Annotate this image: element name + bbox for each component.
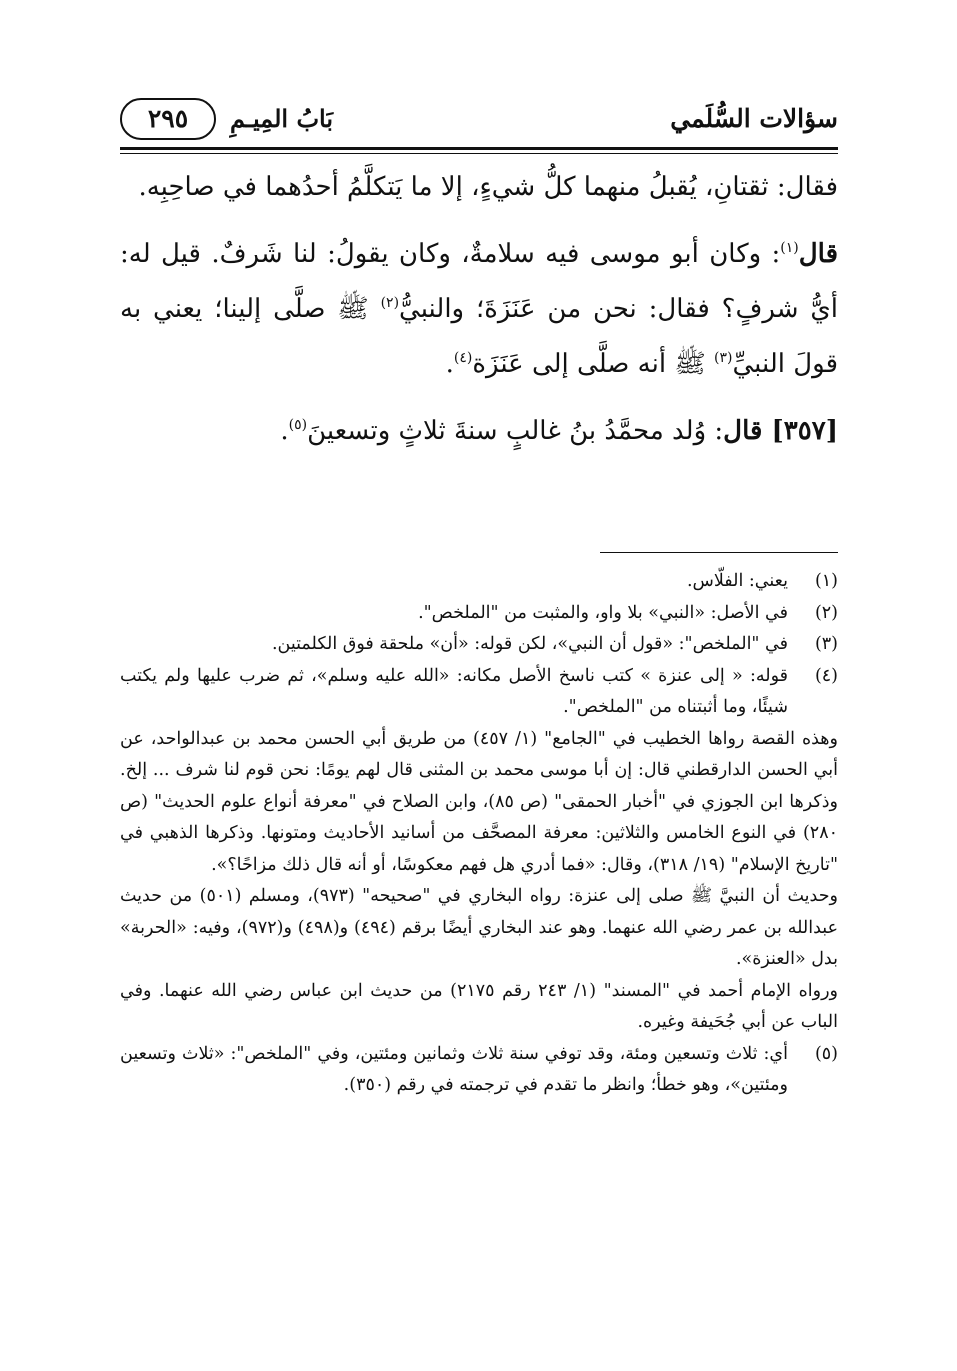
footnote-5-text: أي: ثلاث وتسعين ومئة، وقد توفي سنة ثلاث وثمانين ومئتين، وفي "الملخص": «ثلاث وتسعين ومئتين»، وهو خطأ؛ وانظر ما تقدم في ترجمته في رقم (٣٥٠). [120, 1043, 788, 1095]
footnote-2-number: (٢) [814, 602, 838, 623]
footnote-3 [120, 629, 838, 661]
footnote-4-text: قوله: « إلى عنزة » كتب ناسخ الأصل مكانه: «الله عليه وسلم»، ثم ضرب عليها ولم يكتب شيئًا، وما أثبتناه من "الملخص". [120, 665, 788, 717]
header-rule [120, 147, 838, 154]
paragraph-3-end: . [280, 416, 289, 446]
footnote-ref-4: (٤) [453, 350, 473, 366]
footnote-4-paragraph-4: ورواه الإمام أحمد في "المسند" (١/ ٢٤٣ رقم ٢١٧٥) من حديث ابن عباس رضي الله عنهما. وفي الباب عن أبي جُحَيفة وغيره. [120, 980, 838, 1032]
footnote-2-text: في الأصل: «النبي» بلا واو، والمثبت من "الملخص". [418, 602, 788, 623]
main-text [120, 160, 838, 471]
paragraph-2-text-b: ﷺ صلَّى إلينا؛ يعني به قولَ النبيِّ [120, 294, 838, 379]
footnote-ref-5: (٥) [288, 417, 308, 433]
paragraph-1-text: فقال: ثقتانِ، يُقبلُ منهما كلُّ شيءٍ، إلا ما يَتكلَّمُ أحدُهما في صاحِبِه. [138, 172, 838, 202]
paragraph-1 [120, 160, 838, 215]
footnote-4-paragraph-3: وحديث أن النبيَّ ﷺ صلى إلى عنزة: رواه البخاري في "صحيحه" (٩٧٣)، ومسلم (٥٠١) من حديث عبدالله بن عمر رضي الله عنهما. وهو عند البخاري أيضًا برقم (٤٩٤) و(٤٩٨) و(٩٧٢)، وفيه: «الحربة» بدل «العنزة». [120, 886, 839, 969]
footnote-1-number: (١) [814, 571, 838, 591]
paragraph-2-end: . [445, 349, 454, 379]
paragraph-3-text: : وُلد محمَّدُ بنُ غالبٍ سنةَ ثلاثٍ وتسعينَ [307, 416, 724, 446]
paragraph-2-text-c: ﷺ أنه صلَّى إلى عَنَزَة [472, 349, 714, 379]
footnote-ref-1: (١) [780, 240, 799, 256]
chapter-title: بَابُ المِيـمِ [230, 104, 334, 133]
footnote-4 [120, 661, 838, 724]
footnote-4-number: (٤) [814, 665, 838, 686]
page-number: ٢٩٥ [120, 98, 216, 140]
footnote-3-text: في "الملخص": «قول أن النبي»، لكن قوله: «أن» ملحقة فوق الكلمتين. [271, 634, 788, 654]
footnote-5-number: (٥) [814, 1043, 838, 1064]
footnote-1 [120, 566, 838, 598]
footnote-ref-2: (٢) [380, 295, 400, 311]
page-header [120, 96, 838, 148]
footnotes [120, 566, 838, 1102]
paragraph-2 [120, 227, 838, 392]
footnote-rule [600, 552, 838, 553]
footnote-5 [120, 1039, 838, 1102]
entry-number-357: [٣٥٧] قال [723, 416, 838, 446]
paragraph-3 [120, 404, 838, 459]
footnote-1-text: يعني: الفلّاس. [686, 571, 788, 591]
book-title: سؤالات السُّلَمي [670, 104, 838, 133]
paragraph-2-text-a: : وكان أبو موسى فيه سلامةٌ، وكان يقولُ: لنا شَرفٌ. قيل له: أيُّ شرفٍ؟ فقال: نحن من عَنَزَةَ؛ والنبيُّ [120, 239, 838, 324]
footnote-ref-3: (٣) [714, 350, 733, 366]
footnote-4-paragraph-2: وهذه القصة رواها الخطيب في "الجامع" (١/ ٤٥٧) من طريق أبي الحسن محمد بن عبدالواحد، عن أبي الحسن الدارقطني قال: إن أبا موسى محمد بن المثنى قال لهم يومًا: نحن قوم لنا شرف ... إلخ. وذكرها ابن الجوزي في "أخبار الحمقى" (ص ٨٥)، وابن الصلاح في "معرفة أنواع علوم الحديث" (ص ٢٨٠) في النوع الخامس والثلاثين: معرفة المصحَّف من أسانيد الأحاديث ومتونها. وذكرها الذهبي في "تاريخ الإسلام" (١٩/ ٣١٨)، وقال: «فما أدري هل فهم معكوسًا، أو أنه قال ذلك مزاحًا؟». [120, 728, 839, 875]
footnote-2 [120, 598, 838, 630]
footnote-3-number: (٣) [814, 634, 838, 654]
paragraph-2-lead: قال [798, 239, 838, 269]
